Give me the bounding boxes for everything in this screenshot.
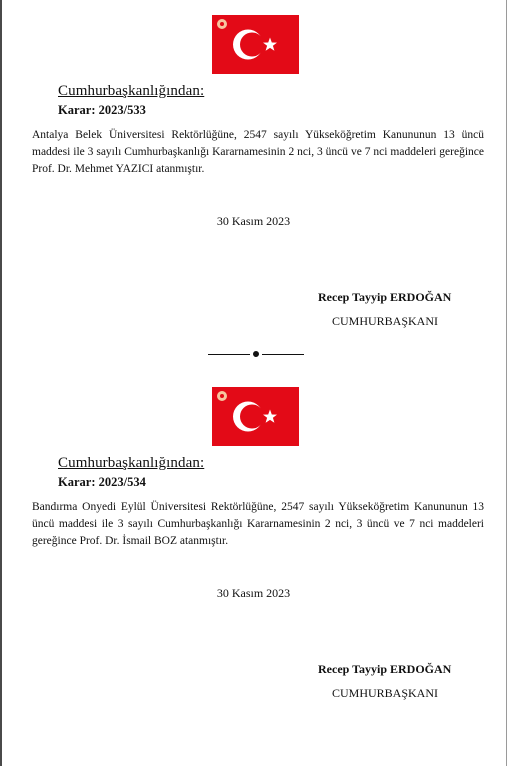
- decision-body: Antalya Belek Üniversitesi Rektörlüğüne, 2547 sayılı Yükseköğretim Kanununun 13 üncü maddesi ile 3 sayılı Cumhurbaşkanlığı Kararnamesinin 2 nci, 3 üncü ve 7 nci maddeleri gereğince Prof. Dr. Mehmet YAZICI atanmıştır.: [32, 129, 484, 175]
- section-separator: [206, 348, 306, 360]
- separator-line-left: [208, 354, 250, 355]
- signer-name: Recep Tayyip ERDOĞAN: [318, 662, 452, 676]
- signer-title: CUMHURBAŞKANI: [332, 314, 439, 328]
- signer-name: Recep Tayyip ERDOĞAN: [318, 290, 452, 304]
- decision-number: Karar: 2023/533: [58, 103, 146, 117]
- decision-date: 30 Kasım 2023: [216, 586, 291, 600]
- signer-title: CUMHURBAŞKANI: [332, 686, 439, 700]
- separator-dot-icon: [253, 351, 259, 357]
- separator-line-right: [262, 354, 304, 355]
- page-edge-left: [0, 0, 2, 766]
- decision-body: Bandırma Onyedi Eylül Üniversitesi Rektörlüğüne, 2547 sayılı Yükseköğretim Kanununun 13 üncü maddesi ile 3 sayılı Cumhurbaşkanlığı Kararnamesinin 2 nci, 3 üncü ve 7 nci maddeleri gereğince Prof. Dr. İsmail BOZ atanmıştır.: [32, 501, 484, 547]
- issuer-heading: Cumhurbaşkanlığından:: [58, 455, 205, 471]
- turkish-flag-icon: [212, 15, 299, 74]
- decision-date: 30 Kasım 2023: [216, 214, 291, 228]
- issuer-heading: Cumhurbaşkanlığından:: [58, 83, 205, 99]
- decision-number: Karar: 2023/534: [58, 475, 146, 489]
- turkish-flag-icon: [212, 387, 299, 446]
